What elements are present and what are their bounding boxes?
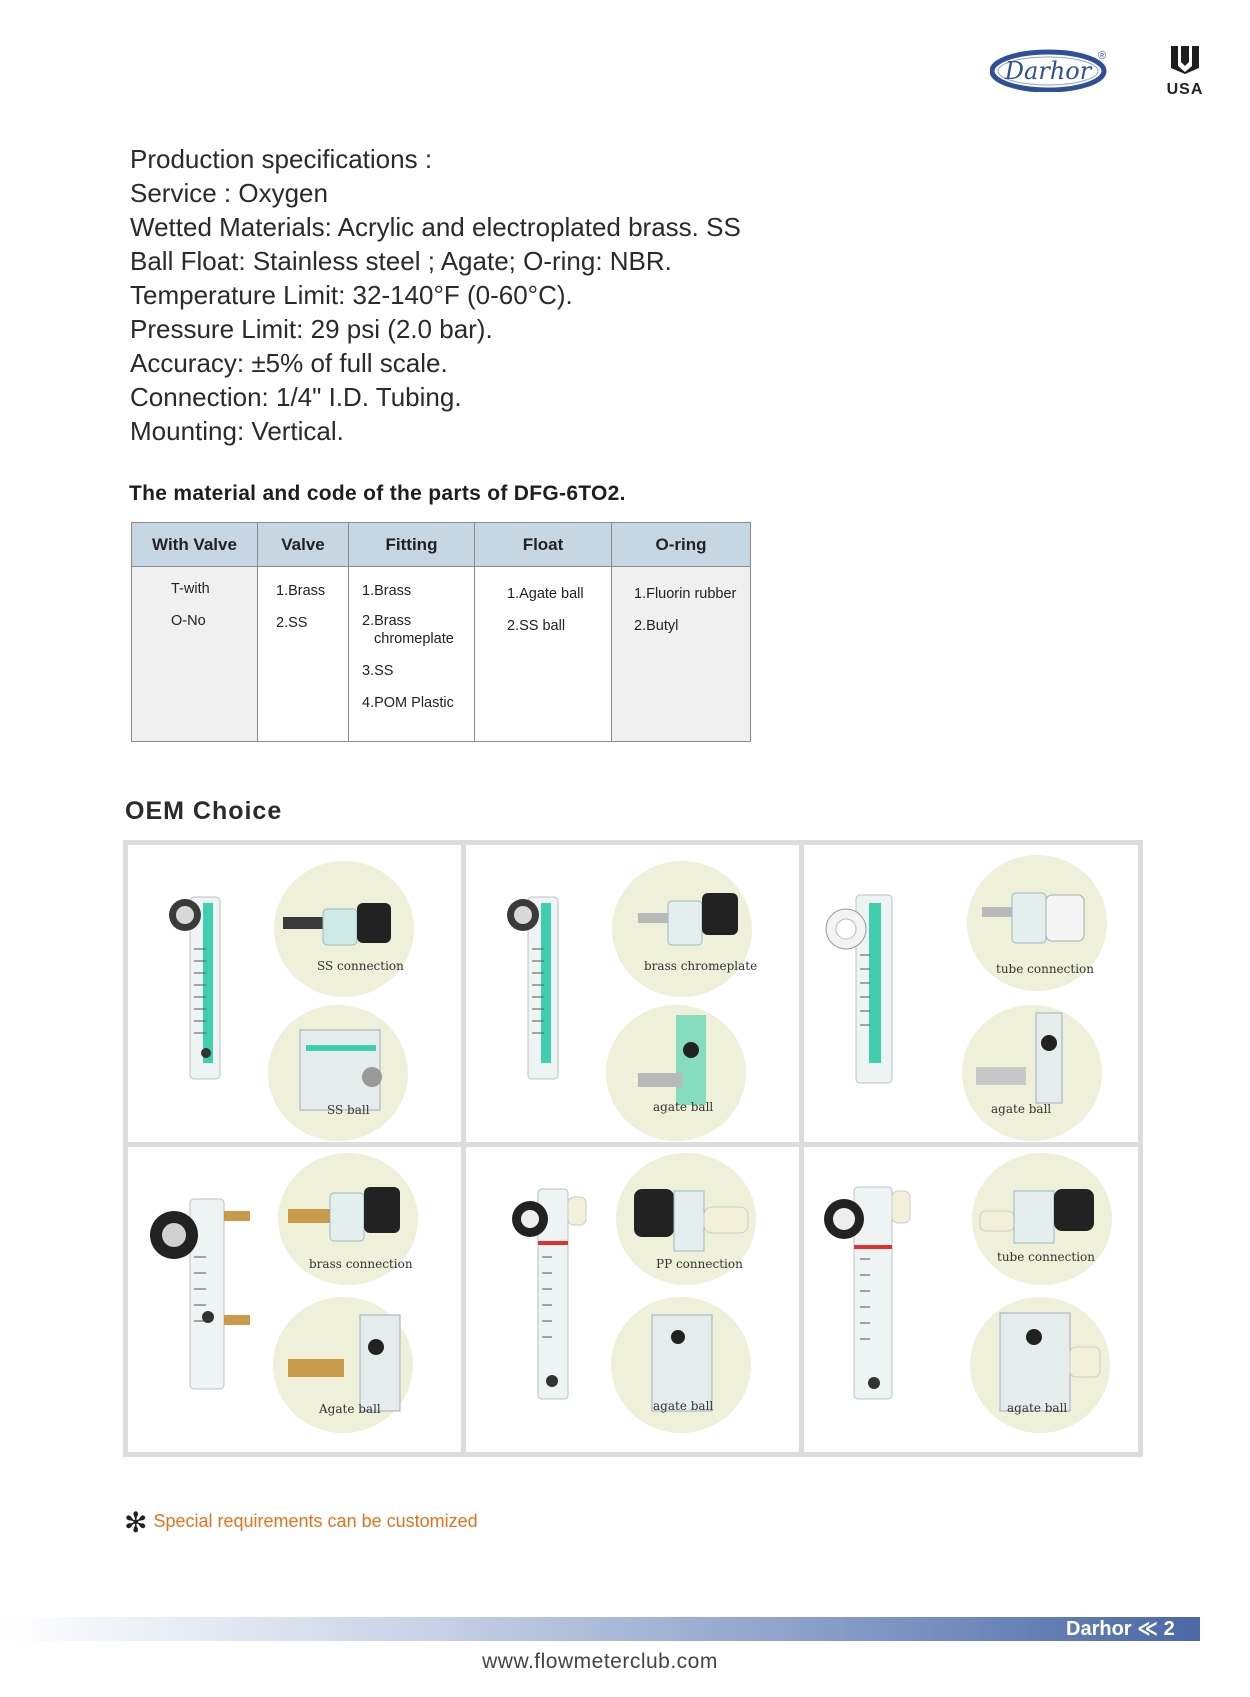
- header-fitting: Fitting: [349, 523, 474, 567]
- header-with-valve: With Valve: [132, 523, 257, 567]
- cell-float-agate: 1.Agate ball: [507, 586, 584, 602]
- oem-panel-1: [128, 845, 461, 1142]
- cell-fitting-chromeplate: chromeplate: [374, 631, 454, 647]
- caption-agate-ball-5: agate ball: [1007, 1401, 1068, 1415]
- flowmeter-illustration: [466, 845, 799, 1142]
- flowmeter-illustration: [466, 1147, 799, 1452]
- header-valve: Valve: [258, 523, 348, 567]
- caption-ss-connection: SS connection: [317, 959, 404, 973]
- flowmeter-illustration: [804, 845, 1138, 1142]
- oem-panel-5: [466, 1147, 799, 1452]
- flowmeter-illustration: [804, 1147, 1138, 1452]
- shield-icon: [1168, 44, 1202, 74]
- oem-title: OEM Choice: [125, 797, 283, 825]
- caption-agate-ball-3: Agate ball: [319, 1402, 381, 1416]
- cell-oring-butyl: 2.Butyl: [634, 618, 679, 634]
- spec-accuracy: Accuracy: ±5% of full scale.: [130, 348, 448, 378]
- caption-agate-ball-2: agate ball: [991, 1102, 1052, 1116]
- caption-tube-connection-2: tube connection: [997, 1250, 1095, 1264]
- caption-tube-connection: tube connection: [996, 962, 1094, 976]
- cell-float-ss: 2.SS ball: [507, 618, 566, 634]
- cell-fitting-brass: 1.Brass: [362, 583, 412, 599]
- caption-pp-connection: PP connection: [656, 1257, 743, 1271]
- caption-ss-ball: SS ball: [327, 1103, 370, 1117]
- cell-t-with: T-with: [171, 581, 210, 597]
- cell-fitting-ss: 3.SS: [362, 663, 394, 679]
- cell-fitting-brass-2: 2.Brass: [362, 613, 412, 629]
- column-oring: [612, 523, 750, 741]
- asterisk-icon: ✻: [124, 1507, 148, 1538]
- column-valve: [258, 523, 349, 741]
- website-url: www.flowmeterclub.com: [482, 1650, 718, 1673]
- caption-brass-chromeplate: brass chromeplate: [644, 959, 758, 973]
- caption-agate-ball-4: agate ball: [653, 1399, 714, 1413]
- column-with-valve: [132, 523, 258, 741]
- oem-panel-4: [128, 1147, 461, 1452]
- note-text: Special requirements can be customized: [153, 1511, 478, 1531]
- parts-table: [131, 522, 751, 742]
- cell-fitting-pom: 4.POM Plastic: [362, 695, 454, 711]
- double-chevron-icon: ≪: [1137, 1618, 1159, 1640]
- column-fitting: [349, 523, 475, 741]
- oem-panel-3: [804, 845, 1138, 1142]
- cell-valve-brass: 1.Brass: [276, 583, 326, 599]
- usa-label: USA: [1166, 81, 1204, 98]
- flowmeter-illustration: [128, 1147, 461, 1452]
- cell-o-no: O-No: [171, 613, 206, 629]
- darhor-logo: [990, 48, 1112, 92]
- column-float: [475, 523, 612, 741]
- cell-valve-ss: 2.SS: [276, 615, 308, 631]
- oem-panel-6: [804, 1147, 1138, 1452]
- usa-logo: [1162, 44, 1208, 100]
- caption-brass-connection: brass connection: [309, 1257, 413, 1271]
- cell-oring-fluorin: 1.Fluorin rubber: [634, 586, 737, 602]
- flowmeter-illustration: [128, 845, 461, 1142]
- table-title: The material and code of the parts of DFG-6TO2.: [129, 482, 626, 505]
- footer-brand: Darhor: [1066, 1618, 1132, 1640]
- oem-panel-2: [466, 845, 799, 1142]
- footer-page-label: [1066, 1617, 1175, 1641]
- header-oring: O-ring: [612, 523, 750, 567]
- specifications: [130, 142, 1030, 448]
- spec-wetted-materials: Wetted Materials: Acrylic and electroplated brass. SS: [130, 212, 741, 242]
- spec-service: Service : Oxygen: [130, 178, 328, 208]
- footer-bar: [0, 1617, 1200, 1641]
- caption-agate-ball: agate ball: [653, 1100, 714, 1114]
- page-number: 2: [1163, 1618, 1175, 1640]
- customization-note: [124, 1506, 478, 1539]
- spec-ball-float: Ball Float: Stainless steel ; Agate; O-ring: NBR.: [130, 246, 672, 276]
- spec-temperature: Temperature Limit: 32-140°F (0-60°C).: [130, 280, 573, 310]
- oem-grid: [123, 840, 1143, 1457]
- svg-text:Darhor: Darhor: [1004, 57, 1092, 85]
- svg-text:®: ®: [1097, 50, 1107, 62]
- spec-pressure: Pressure Limit: 29 psi (2.0 bar).: [130, 314, 493, 344]
- spec-mounting: Mounting: Vertical.: [130, 416, 344, 446]
- header-float: Float: [475, 523, 611, 567]
- spec-connection: Connection: 1/4" I.D. Tubing.: [130, 382, 462, 412]
- spec-heading: Production specifications :: [130, 144, 433, 174]
